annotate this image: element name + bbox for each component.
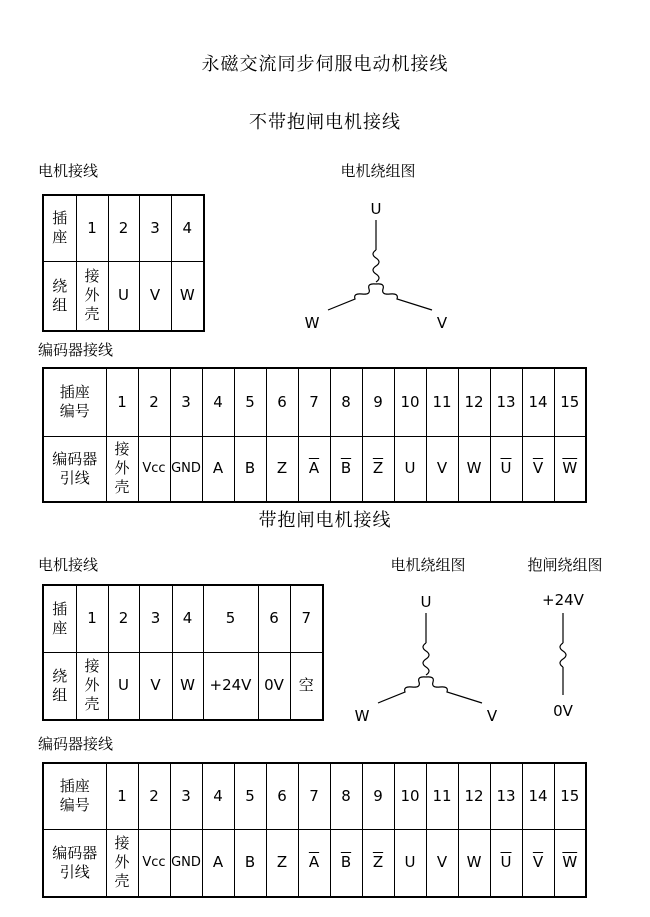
lead-cell: V bbox=[426, 829, 458, 897]
pin-cell: 3 bbox=[170, 368, 202, 436]
pin-cell: 2 bbox=[138, 763, 170, 829]
pin-cell: 8 bbox=[330, 368, 362, 436]
motor-table-label-with-brake: 电机接线 bbox=[38, 556, 99, 574]
pin-cell: 1 bbox=[106, 763, 138, 829]
pin-cell: 5 bbox=[234, 368, 266, 436]
section-heading-with-brake: 带抱闸电机接线 bbox=[258, 510, 392, 531]
lead-cell: $\overline{W}$ bbox=[554, 436, 586, 502]
pin-cell: 2 bbox=[108, 585, 139, 652]
motor-winding-diagram-2 bbox=[348, 583, 508, 723]
pin-cell: 15 bbox=[554, 368, 586, 436]
pin-cell: 6 bbox=[266, 763, 298, 829]
pin-cell: 5 bbox=[234, 763, 266, 829]
encoder-table-label-1: 编码器接线 bbox=[38, 341, 114, 359]
pin-cell: 4 bbox=[172, 585, 203, 652]
winding-cell: 接 外 壳 bbox=[76, 261, 108, 331]
pin-cell: 1 bbox=[106, 368, 138, 436]
pin-cell: 11 bbox=[426, 763, 458, 829]
lead-cell: W bbox=[458, 829, 490, 897]
row-header-socket-no: 插座 编号 bbox=[43, 368, 106, 436]
terminal-v-label: V bbox=[436, 314, 448, 330]
winding-cell: V bbox=[139, 652, 172, 720]
lead-cell: 接 外 壳 bbox=[106, 436, 138, 502]
lead-cell: $\overline{Z}$ bbox=[362, 829, 394, 897]
lead-cell: $\overline{Z}$ bbox=[362, 436, 394, 502]
pin-cell: 4 bbox=[202, 763, 234, 829]
w-coil-leg bbox=[378, 677, 426, 703]
page-title: 永磁交流同步伺服电动机接线 bbox=[201, 54, 449, 75]
encoder-table-label-2: 编码器接线 bbox=[38, 735, 114, 753]
lead-cell: GND bbox=[170, 829, 202, 897]
lead-cell: B bbox=[234, 436, 266, 502]
pin-cell: 7 bbox=[298, 763, 330, 829]
pin-cell: 6 bbox=[266, 368, 298, 436]
winding-cell: 接 外 壳 bbox=[76, 652, 108, 720]
lead-cell: $\overline{U}$ bbox=[490, 436, 522, 502]
lead-cell: W bbox=[458, 436, 490, 502]
terminal-u-label: U bbox=[420, 593, 432, 611]
row-header-socket: 插 座 bbox=[43, 195, 76, 261]
lead-cell: $\overline{W}$ bbox=[554, 829, 586, 897]
motor-table-label-no-brake: 电机接线 bbox=[38, 162, 99, 180]
terminal-w-label: W bbox=[304, 314, 320, 330]
pin-cell: 9 bbox=[362, 763, 394, 829]
brake-winding-diagram-label: 抱闸绕组图 bbox=[527, 556, 603, 574]
pin-cell: 10 bbox=[394, 763, 426, 829]
pin-cell: 9 bbox=[362, 368, 394, 436]
pin-cell: 8 bbox=[330, 763, 362, 829]
row-header-socket-no: 插座 编号 bbox=[43, 763, 106, 829]
lead-cell: $\overline{A}$ bbox=[298, 829, 330, 897]
lead-cell: GND bbox=[170, 436, 202, 502]
winding-cell: +24V bbox=[203, 652, 258, 720]
lead-cell: $\overline{B}$ bbox=[330, 829, 362, 897]
lead-cell: U bbox=[394, 829, 426, 897]
motor-winding-diagram-label-1: 电机绕组图 bbox=[340, 162, 416, 180]
motor-wiring-table-with-brake bbox=[42, 584, 324, 721]
pin-cell: 4 bbox=[171, 195, 204, 261]
encoder-wiring-table-2 bbox=[42, 762, 587, 898]
pin-cell: 15 bbox=[554, 763, 586, 829]
terminal-u-label: U bbox=[370, 200, 382, 218]
lead-cell: $\overline{A}$ bbox=[298, 436, 330, 502]
winding-cell: V bbox=[139, 261, 171, 331]
motor-wiring-table-no-brake bbox=[42, 194, 205, 332]
pin-cell: 3 bbox=[139, 195, 171, 261]
lead-cell: Z bbox=[266, 829, 298, 897]
pin-cell: 14 bbox=[522, 368, 554, 436]
lead-cell: A bbox=[202, 829, 234, 897]
winding-cell: W bbox=[172, 652, 203, 720]
lead-cell: U bbox=[394, 436, 426, 502]
section-heading-no-brake: 不带抱闸电机接线 bbox=[249, 112, 401, 133]
lead-cell: $\overline{U}$ bbox=[490, 829, 522, 897]
pin-cell: 7 bbox=[290, 585, 323, 652]
row-header-winding: 绕 组 bbox=[43, 652, 76, 720]
lead-cell: Z bbox=[266, 436, 298, 502]
motor-winding-diagram-label-2: 电机绕组图 bbox=[390, 556, 466, 574]
pin-cell: 13 bbox=[490, 368, 522, 436]
row-header-encoder-lead: 编码器 引线 bbox=[43, 436, 106, 502]
lead-cell: A bbox=[202, 436, 234, 502]
lead-cell: V bbox=[426, 436, 458, 502]
u-coil bbox=[423, 643, 429, 675]
pin-cell: 1 bbox=[76, 585, 108, 652]
lead-cell: Vcc bbox=[138, 829, 170, 897]
pin-cell: 14 bbox=[522, 763, 554, 829]
encoder-wiring-table-1 bbox=[42, 367, 587, 503]
winding-cell: W bbox=[171, 261, 204, 331]
terminal-v-label: V bbox=[486, 707, 498, 723]
brake-coil bbox=[560, 643, 566, 667]
pin-cell: 3 bbox=[170, 763, 202, 829]
pin-cell: 2 bbox=[138, 368, 170, 436]
row-header-winding: 绕 组 bbox=[43, 261, 76, 331]
lead-cell: B bbox=[234, 829, 266, 897]
pin-cell: 12 bbox=[458, 368, 490, 436]
lead-cell: $\overline{V}$ bbox=[522, 829, 554, 897]
pin-cell: 2 bbox=[108, 195, 139, 261]
winding-cell: 0V bbox=[258, 652, 290, 720]
pin-cell: 1 bbox=[76, 195, 108, 261]
lead-cell: Vcc bbox=[138, 436, 170, 502]
pin-cell: 6 bbox=[258, 585, 290, 652]
pin-cell: 13 bbox=[490, 763, 522, 829]
winding-cell: U bbox=[108, 261, 139, 331]
pin-cell: 5 bbox=[203, 585, 258, 652]
row-header-socket: 插 座 bbox=[43, 585, 76, 652]
lead-cell: 接 外 壳 bbox=[106, 829, 138, 897]
brake-winding-diagram bbox=[500, 583, 630, 728]
winding-cell: 空 bbox=[290, 652, 323, 720]
v-coil-leg bbox=[376, 284, 432, 310]
pin-cell: 3 bbox=[139, 585, 172, 652]
brake-0v-label: 0V bbox=[553, 702, 573, 720]
pin-cell: 12 bbox=[458, 763, 490, 829]
brake-plus24v-label: +24V bbox=[542, 591, 584, 609]
pin-cell: 4 bbox=[202, 368, 234, 436]
v-coil-leg bbox=[426, 677, 482, 703]
pin-cell: 7 bbox=[298, 368, 330, 436]
u-coil bbox=[373, 250, 379, 282]
pin-cell: 10 bbox=[394, 368, 426, 436]
lead-cell: $\overline{B}$ bbox=[330, 436, 362, 502]
lead-cell: $\overline{V}$ bbox=[522, 436, 554, 502]
row-header-encoder-lead: 编码器 引线 bbox=[43, 829, 106, 897]
terminal-w-label: W bbox=[354, 707, 370, 723]
pin-cell: 11 bbox=[426, 368, 458, 436]
motor-winding-diagram-1 bbox=[298, 190, 458, 330]
winding-cell: U bbox=[108, 652, 139, 720]
w-coil-leg bbox=[328, 284, 376, 310]
